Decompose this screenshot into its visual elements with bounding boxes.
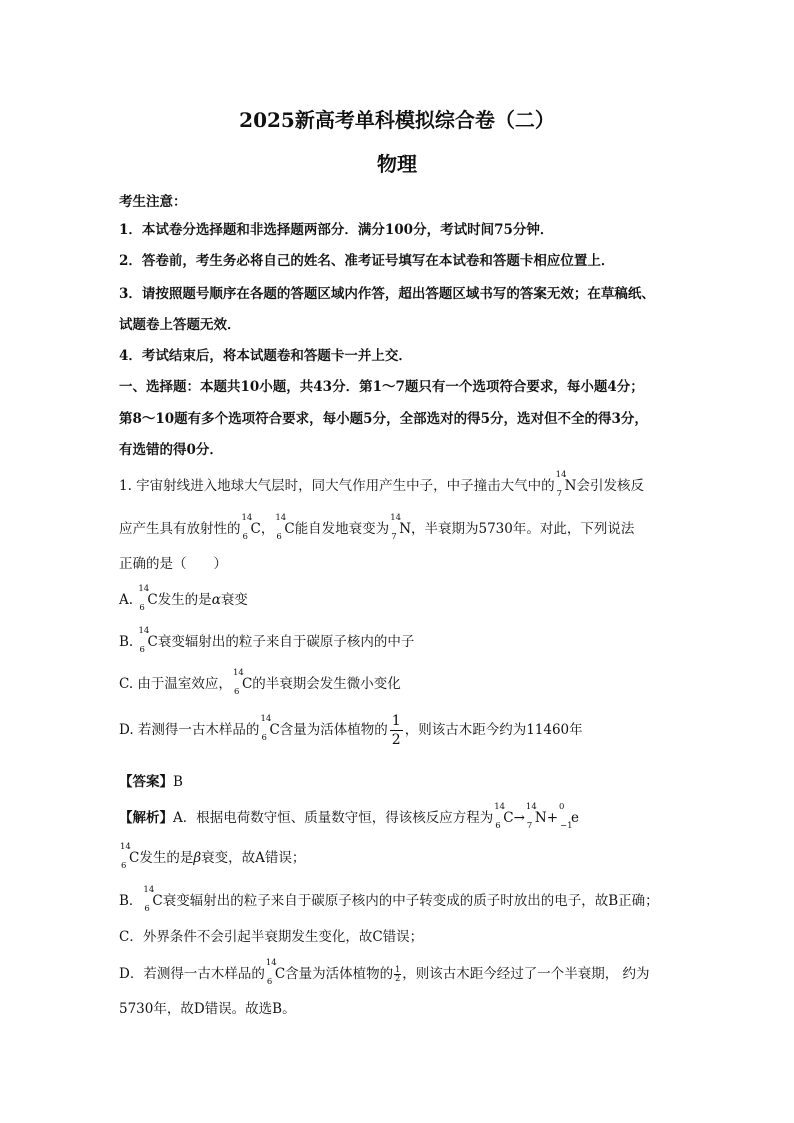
nuclide-n14: 14 7 N [525,802,547,831]
option-a[interactable]: A. 14 6 C发生的是α衰变 [119,584,248,613]
answer-label: 【答案】 [119,774,173,790]
option-d[interactable]: D. 若测得一古木样品的 14 6 C含量为活体植物的 $\frac{1}{2}$ ，则该古木距今约为11460年 [119,713,583,748]
nuclide-c14: 14 6 C [120,842,140,871]
fraction-half: $\frac{1}{2}$ [391,713,401,748]
section-line-2: 第8～10题有多个选项符合要求，每小题5分，全部选对的得5分，选对但不全的得3分， [119,411,648,427]
section-line-3: 有选错的得0分． [119,442,223,458]
fraction-half-small: $\frac{1}{2}$ [395,965,401,983]
nuclide-c14: 14 6 C [241,513,261,542]
notice-item-1: 1．本试卷分选择题和非选择题两部分．满分100分，考试时间75分钟． [119,222,554,238]
nuclide-n14: 14 7 N [555,470,577,499]
answer-value: B [173,774,183,790]
nuclide-c14: 14 6 C [260,714,280,743]
question-line-2: 应产生具有放射性的 14 6 C， 14 6 C能自发地衰变为 14 7 N，半衰期为5730年。对此，下列说法 [119,513,635,542]
exam-title: 2025新高考单科模拟综合卷（二） [239,108,555,132]
subject-title: 物理 [377,152,417,176]
section-line-1: 一、选择题：本题共10小题，共43分．第1～7题只有一个选项符合要求，每小题4分； [119,379,644,395]
analysis-line-d: D．若测得一古木样品的 14 6 C含量为活体植物的 $\frac{1}{2}$ ，则该古木距今经过了一个半衰期， 约为 [119,958,650,987]
analysis-line-c: C．外界条件不会引起半衰期发生变化，故C错误； [119,929,424,945]
nuclide-c14: 14 6 C [494,802,514,831]
analysis-line-b: B． 14 6 C衰变辐射出的粒子来自于碳原子核内的中子转变成的质子时放出的电子，故B正确； [119,885,659,914]
nuclide-c14: 14 6 C [138,626,158,655]
question-line-3: 正确的是（ ） [119,556,227,572]
analysis-line-d2: 5730年，故D错误。故选B。 [119,1001,296,1017]
nuclide-n14: 14 7 N [390,513,411,542]
notice-item-2: 2．答卷前，考生务必将自己的姓名、准考证号填写在本试卷和答题卡相应位置上． [119,253,615,269]
nuclide-c14: 14 6 C [265,958,286,987]
nuclide-electron: 0 −1 e [559,802,580,831]
analysis-label: 【解析】 [119,810,173,826]
question-text: 1. 宇宙射线进入地球大气层时，同大气作用产生中子，中子撞击大气中的 [119,478,555,494]
nuclide-c14: 14 6 C [232,668,253,697]
option-c[interactable]: C. 由于温室效应， 14 6 C的半衰期会发生微小变化 [119,668,401,697]
notice-item-4: 4．考试结束后，将本试题卷和答题卡一并上交． [119,348,412,364]
option-b[interactable]: B. 14 6 C衰变辐射出的粒子来自于碳原子核内的中子 [119,626,415,655]
question-line-1: 1. 宇宙射线进入地球大气层时，同大气作用产生中子，中子撞击大气中的 14 7 N会引发核反 [119,470,644,499]
analysis-line-a: 【解析】A．根据电荷数守恒、质量数守恒，得该核反应方程为 14 6 C→ 14 7 N+ 0 −1 e [119,802,580,831]
notice-item-3: 3．请按照题号顺序在各题的答题区域内作答，超出答题区域书写的答案无效；在草稿纸、 [119,286,655,302]
answer-line [119,770,183,790]
notice-heading: 考生注意： [119,194,187,210]
nuclide-c14: 14 6 C [143,885,163,914]
nuclide-c14: 14 6 C [138,584,158,613]
nuclide-c14: 14 6 C [275,513,295,542]
notice-item-3-cont: 试题卷上答题无效． [119,317,241,333]
analysis-line-a2: 14 6 C发生的是β衰变，故A错误； [120,842,306,871]
